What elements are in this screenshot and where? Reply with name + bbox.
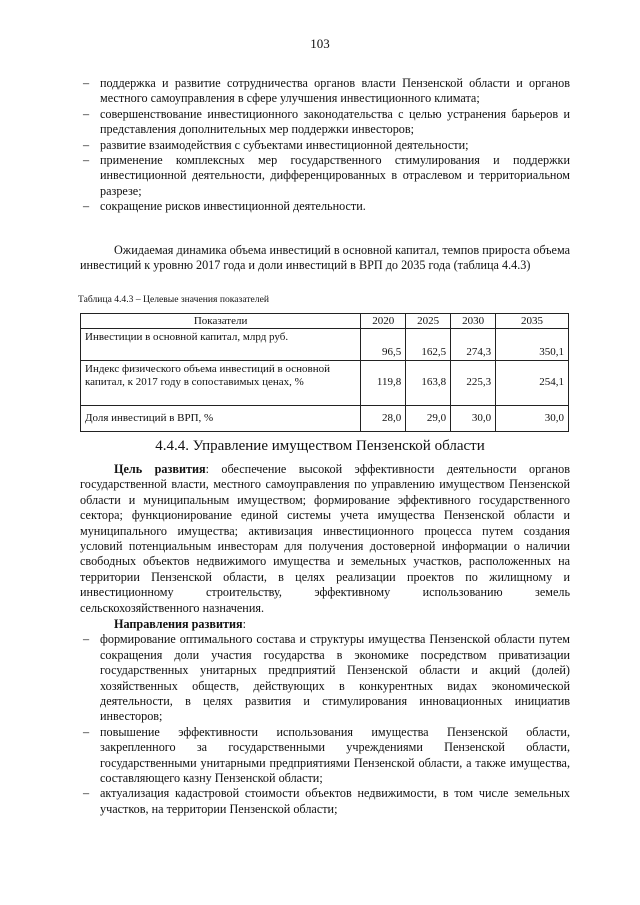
list-item: – формирование оптимального состава и структуры имущества Пензенской области путем сокращения доли участия государства в экономике посредством приватизации государственных унитарных предприятий Пензенской области и акций (долей) хозяйственных обществ, действующих в конкурентных видах экономической деятельности, в целях развития и стимулирования инновационных инициатив инвесторов; [80,632,570,724]
table-header-cell: Показатели [81,314,361,329]
directions-list [80,632,570,817]
list-item: – совершенствование инвестиционного законодательства с целью устранения барьеров и представления дополнительных мер поддержки инвесторов; [80,107,570,138]
directions-heading [80,617,570,632]
section-heading: 4.4.4. Управление имуществом Пензенской области [155,438,485,454]
row-label: Индекс физического объема инвестиций в основной капитал, к 2017 году в сопоставимых ценах, % [81,361,361,406]
table-cell: 29,0 [406,406,451,432]
table-header-cell: 2020 [361,314,406,329]
table-cell: 163,8 [406,361,451,406]
row-label: Доля инвестиций в ВРП, % [81,406,361,432]
table-cell: 274,3 [451,329,496,361]
intro-paragraph: Ожидаемая динамика объема инвестиций в основной капитал, темпов прироста объема инвестиций к уровню 2017 года и доли инвестиций в ВРП до 2035 года (таблица 4.4.3) [80,243,570,273]
table-row [81,361,569,406]
list-item: – поддержка и развитие сотрудничества органов власти Пензенской области и органов местного самоуправления в сфере улучшения инвестиционного климата; [80,76,570,107]
top-bullet-list [80,76,570,215]
table-cell: 162,5 [406,329,451,361]
list-item: – сокращение рисков инвестиционной деятельности. [80,199,570,214]
goal-text: : обеспечение высокой эффективности деятельности органов государственной власти, местного самоуправления по управлению имуществом Пензенской области и муниципальным имуществом; формирование эффективного государственного сектора; функционирование единой системы учета имущества Пензенской области и муниципального имущества; активизация инвестиционного процесса путем создания условий потенциальным инвесторам для получения достоверной информации о наличии свободных объектов недвижимого имущества и земельных участков, расположенных на территории Пензенской области, в целях реализации проектов по жилищному и инвестиционному строительству, эффективному использованию земель сельскохозяйственного назначения. [80,462,570,615]
table-cell: 119,8 [361,361,406,406]
list-item: – повышение эффективности использования имущества Пензенской области, закрепленного за государственными учреждениями Пензенской области, государственными унитарными предприятиями Пензенской области, а также имущества, составляющего казну Пензенской области; [80,725,570,787]
table-cell: 30,0 [496,406,569,432]
table-cell: 225,3 [451,361,496,406]
directions-suffix: : [242,617,247,631]
table-cell: 96,5 [361,329,406,361]
table-cell: 350,1 [496,329,569,361]
table-header-cell: 2035 [496,314,569,329]
indicators-table [80,313,569,432]
list-item: – применение комплексных мер государственного стимулирования и поддержки инвестиционной деятельности, дифференцированных в отраслевом и территориальном разрезе; [80,153,570,199]
table-header-row [81,314,569,329]
table-row [81,406,569,432]
table-caption: Таблица 4.4.3 – Целевые значения показателей [78,294,269,305]
table-cell: 28,0 [361,406,406,432]
table-cell: 254,1 [496,361,569,406]
table-cell: 30,0 [451,406,496,432]
directions-block [80,617,570,817]
directions-label: Направления развития [114,617,243,631]
page-number: 103 [310,36,330,51]
goal-label: Цель развития [114,462,206,476]
list-item: – развитие взаимодействия с субъектами инвестиционной деятельности; [80,138,570,153]
row-label: Инвестиции в основной капитал, млрд руб. [81,329,361,361]
table-row [81,329,569,361]
table-header-cell: 2030 [451,314,496,329]
goal-paragraph [80,462,570,616]
list-item: – актуализация кадастровой стоимости объектов недвижимости, в том числе земельных участков, на территории Пензенской области; [80,786,570,817]
table-header-cell: 2025 [406,314,451,329]
